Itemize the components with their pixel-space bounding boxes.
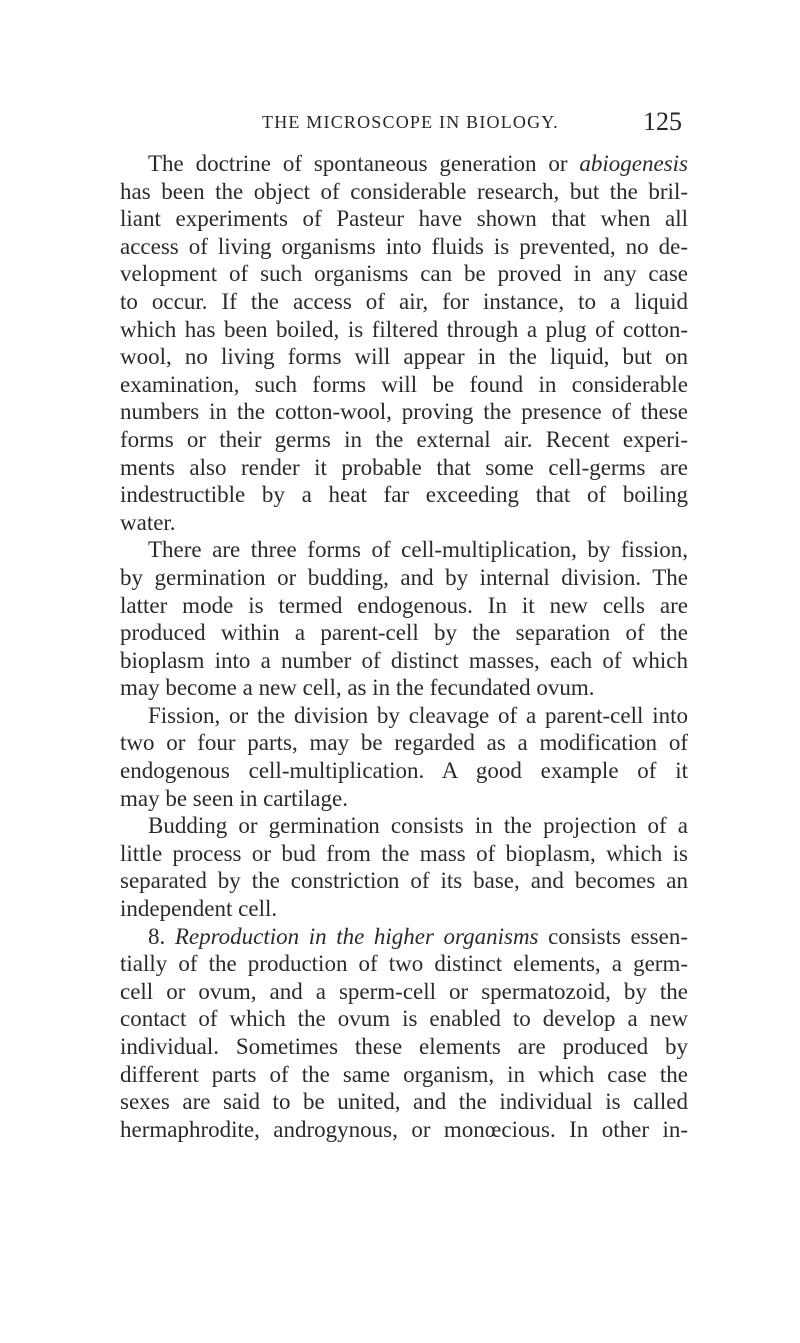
paragraph-fission: [120, 702, 688, 812]
text-line: independent cell.: [120, 896, 278, 922]
paragraph-reproduction: [120, 923, 688, 1144]
text-line: velopment of such organisms can be proved in any case: [120, 261, 688, 287]
text-line: examination, such forms will be found in considerable: [120, 371, 688, 397]
text-line: tially of the production of two distinct elements, a germ-: [120, 951, 688, 977]
text-line: water.: [120, 509, 176, 535]
italic-term: Reproduction in the higher organisms: [174, 923, 539, 949]
text-line: access of living organisms into fluids is prevented, no de-: [120, 233, 688, 259]
text-line: Fission, or the division by cleavage of a parent-cell into: [148, 702, 688, 728]
text-line: There are three forms of cell-multiplication, by fission,: [148, 537, 688, 563]
text-line: may become a new cell, as in the fecundated ovum.: [120, 675, 595, 701]
text-line: indestructible by a heat far exceeding that of boiling: [120, 482, 688, 508]
italic-term: abiogenesis: [579, 151, 688, 176]
text-line: The doctrine of spontaneous generation or abiogenesis: [148, 151, 688, 176]
body-text: [120, 150, 688, 1143]
text-line: cell or ovum, and a sperm-cell or spermatozoid, by the: [120, 978, 688, 1004]
text-line: latter mode is termed endogenous. In it new cells are: [120, 592, 688, 618]
text-line: ments also render it probable that some cell-germs are: [120, 454, 688, 480]
paragraph-cell-multiplication: [120, 536, 688, 702]
text-line: little process or bud from the mass of bioplasm, which is: [120, 840, 688, 866]
text-line: may be seen in cartilage.: [120, 785, 348, 811]
text-line: forms or their germs in the external air. Recent experi-: [120, 426, 688, 452]
text-line: which has been boiled, is filtered through a plug of cotton-: [120, 316, 688, 342]
running-head: THE MICROSCOPE IN BIOLOGY.: [262, 112, 559, 132]
page-number: 125: [643, 107, 682, 136]
text-line: contact of which the ovum is enabled to develop a new: [120, 1006, 688, 1032]
text-line: individual. Sometimes these elements are produced by: [120, 1034, 688, 1059]
paragraph-budding: [120, 812, 688, 922]
text-line: wool, no living forms will appear in the liquid, but on: [120, 344, 688, 370]
text-line: liant experiments of Pasteur have shown that when all: [120, 206, 688, 232]
text-line: separated by the constriction of its base, and becomes an: [120, 868, 688, 894]
text-line: bioplasm into a number of distinct masses, each of which: [120, 647, 688, 673]
paragraph-spontaneous-generation: [120, 150, 688, 536]
text-line: hermaphrodite, androgynous, or monœcious. In other in-: [120, 1116, 688, 1142]
text-line: sexes are said to be united, and the individual is called: [120, 1089, 688, 1115]
text-line: endogenous cell-multiplication. A good example of it: [120, 758, 688, 784]
text-line: produced within a parent-cell by the separation of the: [120, 620, 688, 646]
text-line: to occur. If the access of air, for instance, to a liquid: [120, 288, 688, 314]
text-line: by germination or budding, and by internal division. The: [120, 564, 688, 590]
text-line: different parts of the same organism, in which case the: [120, 1061, 688, 1087]
text-line: 8. Reproduction in the higher organisms consists essen-: [148, 923, 688, 949]
text-line: two or four parts, may be regarded as a modification of: [120, 730, 688, 756]
text-line: Budding or germination consists in the projection of a: [148, 813, 688, 839]
text-line: has been the object of considerable research, but the bril-: [120, 178, 688, 204]
text-line: numbers in the cotton-wool, proving the presence of these: [120, 399, 688, 425]
